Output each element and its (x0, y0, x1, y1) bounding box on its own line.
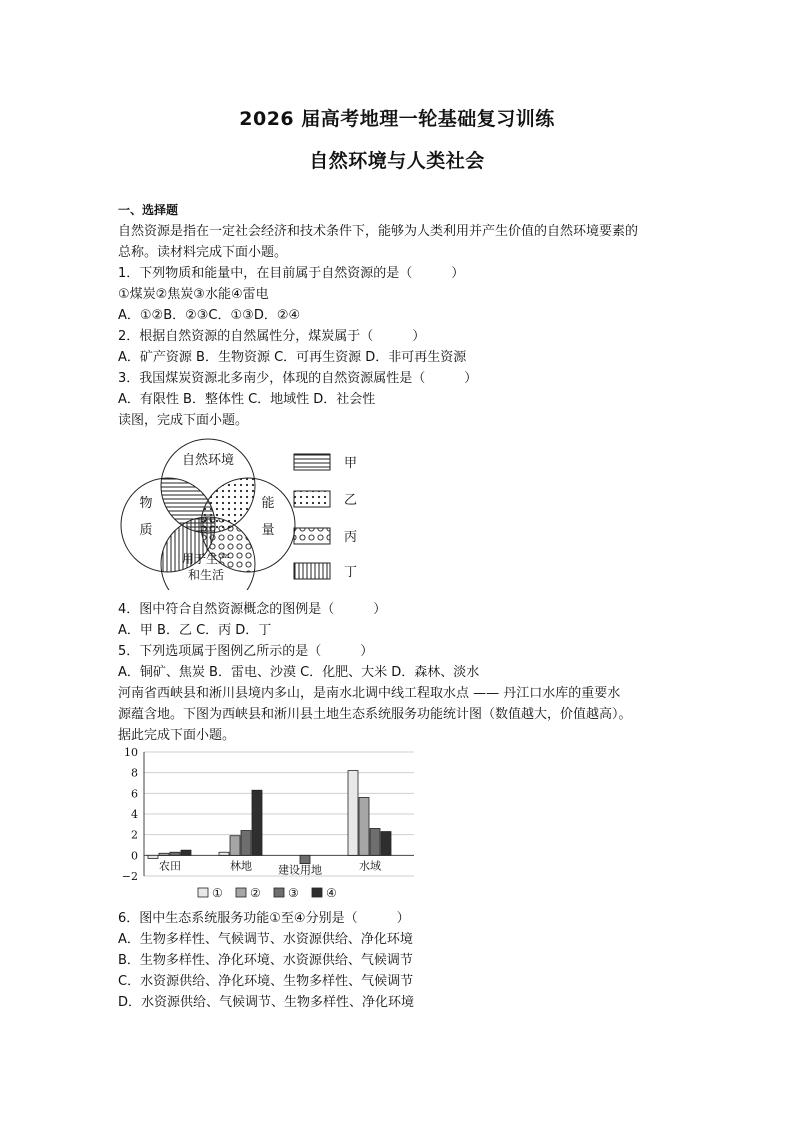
question-items: ①煤炭②焦炭③水能④雷电 (118, 287, 269, 302)
legend-swatch (274, 888, 284, 897)
legend-swatch (198, 888, 208, 897)
x-category-label: 水域 (359, 859, 381, 873)
y-tick-label: −2 (121, 870, 138, 883)
chart-x-axis (159, 858, 381, 876)
legend-swatch-bing (294, 528, 330, 544)
y-tick-label: 6 (131, 787, 138, 801)
x-category-label: 建设用地 (278, 863, 322, 877)
question-options: A．甲 B．乙 C．丙 D．丁 (118, 623, 272, 638)
intro-text: 读图，完成下面小题。 (118, 413, 249, 428)
chart-grid (144, 752, 414, 876)
bar (252, 790, 262, 855)
bar (170, 852, 180, 855)
question-options: A．铜矿、焦炭 B．雷电、沙漠 C．化肥、大米 D．森林、淡水 (118, 665, 480, 680)
bar-chart (118, 744, 418, 904)
y-tick-label: 0 (131, 849, 138, 863)
bar (348, 771, 358, 856)
venn-label: 量 (261, 523, 275, 538)
bar (230, 836, 240, 856)
question-stem: 5．下列选项属于图例乙所示的是（ ） (118, 644, 374, 659)
question-stem: 2．根据自然资源的自然属性分，煤炭属于（ ） (118, 329, 426, 344)
chart-y-axis (122, 746, 144, 883)
question-stem: 4．图中符合自然资源概念的图例是（ ） (118, 602, 387, 617)
bar (381, 832, 391, 856)
venn-label: 自然环境 (181, 453, 235, 468)
venn-label: 质 (139, 523, 153, 538)
section-heading: 一、选择题 (118, 203, 179, 217)
legend-label: 乙 (344, 493, 358, 508)
legend-swatch-jia (294, 454, 330, 470)
legend-label: ③ (288, 886, 299, 900)
venn-diagram (118, 434, 378, 590)
question-options: A．有限性 B．整体性 C．地域性 D．社会性 (118, 392, 376, 407)
venn-label: 用于生产 (181, 552, 231, 566)
legend-label: 甲 (344, 456, 358, 471)
question-stem: 6．图中生态系统服务功能①至④分别是（ ） (118, 911, 410, 926)
bar (241, 831, 251, 856)
question-option: C．水资源供给、净化环境、生物多样性、气候调节 (118, 974, 414, 989)
x-category-label: 农田 (159, 859, 181, 873)
legend-swatch (312, 888, 322, 897)
question-option: B．生物多样性、净化环境、水资源供给、气候调节 (118, 953, 413, 968)
intro-text: 总称。读材料完成下面小题。 (118, 245, 288, 260)
question-stem: 1．下列物质和能量中，在目前属于自然资源的是（ ） (118, 266, 465, 281)
question-option: D．水资源供给、气候调节、生物多样性、净化环境 (118, 995, 415, 1010)
legend-label: ② (250, 886, 261, 900)
question-options: A．①②B．②③C．①③D．②④ (118, 308, 301, 323)
venn-label: 和生活 (187, 568, 225, 582)
page-title: 2026 届高考地理一轮基础复习训练 (239, 108, 555, 130)
intro-text: 源蕴含地。下图为西峡县和淅川县土地生态系统服务功能统计图（数值越大，价值越高）。 (118, 707, 632, 722)
y-tick-label: 10 (124, 746, 138, 759)
intro-text: 自然资源是指在一定社会经济和技术条件下，能够为人类利用并产生价值的自然环境要素的 (118, 224, 639, 239)
bar (370, 828, 380, 855)
legend-label: 丙 (344, 530, 358, 545)
page-subtitle: 自然环境与人类社会 (309, 150, 485, 172)
legend-swatch-yi (294, 491, 330, 507)
question-options: A．矿产资源 B．生物资源 C．可再生资源 D．非可再生资源 (118, 350, 467, 365)
bar (148, 855, 158, 858)
venn-label: 能 (261, 496, 275, 511)
bar (159, 853, 169, 855)
bar (181, 850, 191, 855)
chart-legend (198, 886, 337, 900)
intro-text: 河南省西峡县和淅川县境内多山，是南水北调中线工程取水点 —— 丹江口水库的重要水 (118, 686, 621, 701)
legend-label: ① (212, 886, 223, 900)
x-category-label: 林地 (230, 859, 252, 873)
question-stem: 3．我国煤炭资源北多南少，体现的自然资源属性是（ ） (118, 371, 478, 386)
question-option: A．生物多样性、气候调节、水资源供给、净化环境 (118, 932, 413, 947)
legend-swatch-ding (294, 563, 330, 579)
legend-swatch (236, 888, 246, 897)
legend-label: ④ (326, 886, 337, 900)
y-tick-label: 4 (131, 808, 138, 821)
bar (219, 852, 229, 855)
y-tick-label: 2 (131, 828, 138, 842)
venn-label: 物 (139, 496, 153, 511)
legend-label: 丁 (344, 565, 358, 580)
chart-bars (148, 771, 391, 864)
bar (359, 797, 369, 855)
intro-text: 据此完成下面小题。 (118, 728, 236, 743)
y-tick-label: 8 (131, 766, 138, 780)
